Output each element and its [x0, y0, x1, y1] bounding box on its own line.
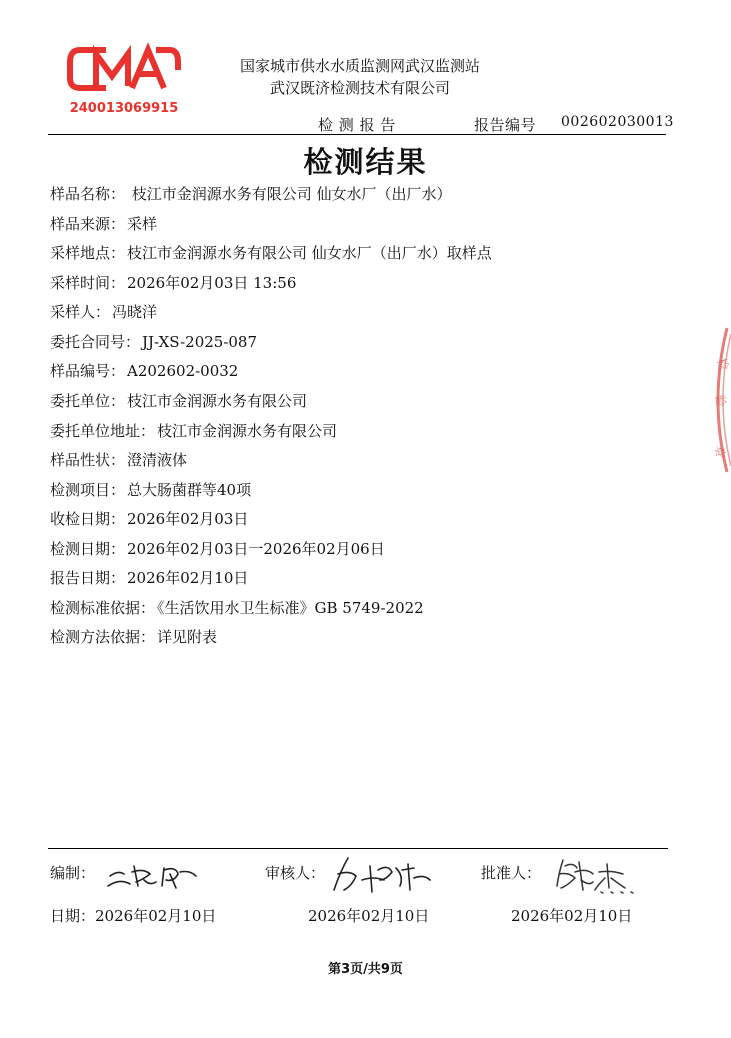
report-number-label: 报告编号	[474, 116, 537, 134]
org-name-line1: 国家城市供水水质监测网武汉监测站	[239, 57, 480, 75]
field-label: 收检日期：	[50, 510, 126, 528]
field-value: 2026年02月10日	[127, 569, 249, 587]
svg-text:检: 检	[714, 356, 731, 373]
field-value: 澄清液体	[127, 451, 188, 469]
field-value: 采样	[127, 215, 158, 233]
field-label: 采样人：	[50, 303, 111, 321]
date-value: 2026年02月10日	[95, 907, 217, 925]
svg-text:章: 章	[711, 444, 728, 459]
field-value: A202602-0032	[127, 362, 239, 380]
field-value: 枝江市金润源水务有限公司 仙女水厂（出厂水）取样点	[127, 244, 492, 262]
field-method	[50, 626, 217, 647]
cma-mark-icon	[66, 40, 182, 120]
field-value: 枝江市金润源水务有限公司 仙女水厂（出厂水）	[127, 185, 452, 203]
field-label: 样品编号：	[50, 362, 126, 380]
signature-rule	[48, 848, 668, 849]
field-value: 2026年02月03日 13:56	[127, 274, 297, 292]
date-label: 日期：	[50, 907, 96, 925]
report-number: 002602030013	[561, 114, 674, 130]
field-sample-source	[50, 213, 157, 234]
field-contract-no	[50, 331, 257, 352]
reviewer-date: 2026年02月10日	[308, 907, 430, 925]
field-value: 枝江市金润源水务有限公司	[157, 422, 338, 440]
field-label: 采样地点：	[50, 244, 126, 262]
page-title: 检测结果	[303, 145, 428, 179]
field-label: 检测日期：	[50, 540, 126, 558]
field-label: 委托合同号：	[50, 333, 141, 351]
field-value: JJ-XS-2025-087	[142, 333, 258, 351]
seal-stamp	[707, 320, 731, 480]
field-standard	[50, 597, 424, 618]
field-value: 2026年02月03日	[127, 510, 249, 528]
field-value: 《生活饮用水卫生标准》GB 5749-2022	[157, 599, 424, 617]
compiler-date	[50, 905, 216, 926]
field-sampling-location	[50, 242, 492, 263]
field-label: 委托单位：	[50, 392, 126, 410]
field-value: 总大肠菌群等40项	[127, 481, 252, 499]
field-test-date	[50, 538, 385, 559]
handwritten-signature-icon	[553, 852, 643, 896]
compiler-signature	[104, 852, 204, 894]
svg-text:验: 验	[713, 394, 729, 408]
approver-signature	[553, 852, 643, 896]
field-value: 详见附表	[157, 628, 218, 646]
field-label: 检测项目：	[50, 481, 126, 499]
report-type-label: 检 测 报 告	[318, 116, 396, 134]
field-sampler	[50, 301, 157, 322]
field-sample-state	[50, 449, 187, 470]
field-sample-no	[50, 360, 238, 381]
field-sampling-time	[50, 272, 296, 293]
field-label: 检测标准依据：	[50, 599, 156, 617]
approver-date: 2026年02月10日	[511, 907, 633, 925]
field-test-items	[50, 479, 251, 500]
field-value: 冯晓洋	[112, 303, 158, 321]
cma-logo	[66, 40, 182, 120]
handwritten-signature-icon	[104, 852, 204, 894]
field-label: 委托单位地址：	[50, 422, 156, 440]
field-sample-name	[50, 183, 452, 204]
field-label: 采样时间：	[50, 274, 126, 292]
field-value: 枝江市金润源水务有限公司	[127, 392, 308, 410]
field-receipt-date	[50, 508, 248, 529]
handwritten-signature-icon	[330, 850, 440, 898]
seal-icon	[707, 320, 731, 480]
reviewer-signature	[330, 850, 440, 898]
field-label: 检测方法依据：	[50, 628, 156, 646]
field-label: 样品性状：	[50, 451, 126, 469]
org-name-line2: 武汉既济检测技术有限公司	[269, 79, 450, 97]
field-label: 样品名称：	[50, 185, 126, 203]
field-label: 样品来源：	[50, 215, 126, 233]
approver-label: 批准人：	[481, 864, 542, 882]
compiler-label: 编制：	[50, 864, 96, 882]
cma-code: 240013069915	[69, 101, 179, 116]
field-client-address	[50, 420, 337, 441]
page-number: 第3页/共9页	[328, 962, 403, 977]
field-value: 2026年02月03日一2026年02月06日	[127, 540, 385, 558]
field-client	[50, 390, 307, 411]
reviewer-label: 审核人：	[265, 864, 326, 882]
field-label: 报告日期：	[50, 569, 126, 587]
field-report-date	[50, 567, 248, 588]
